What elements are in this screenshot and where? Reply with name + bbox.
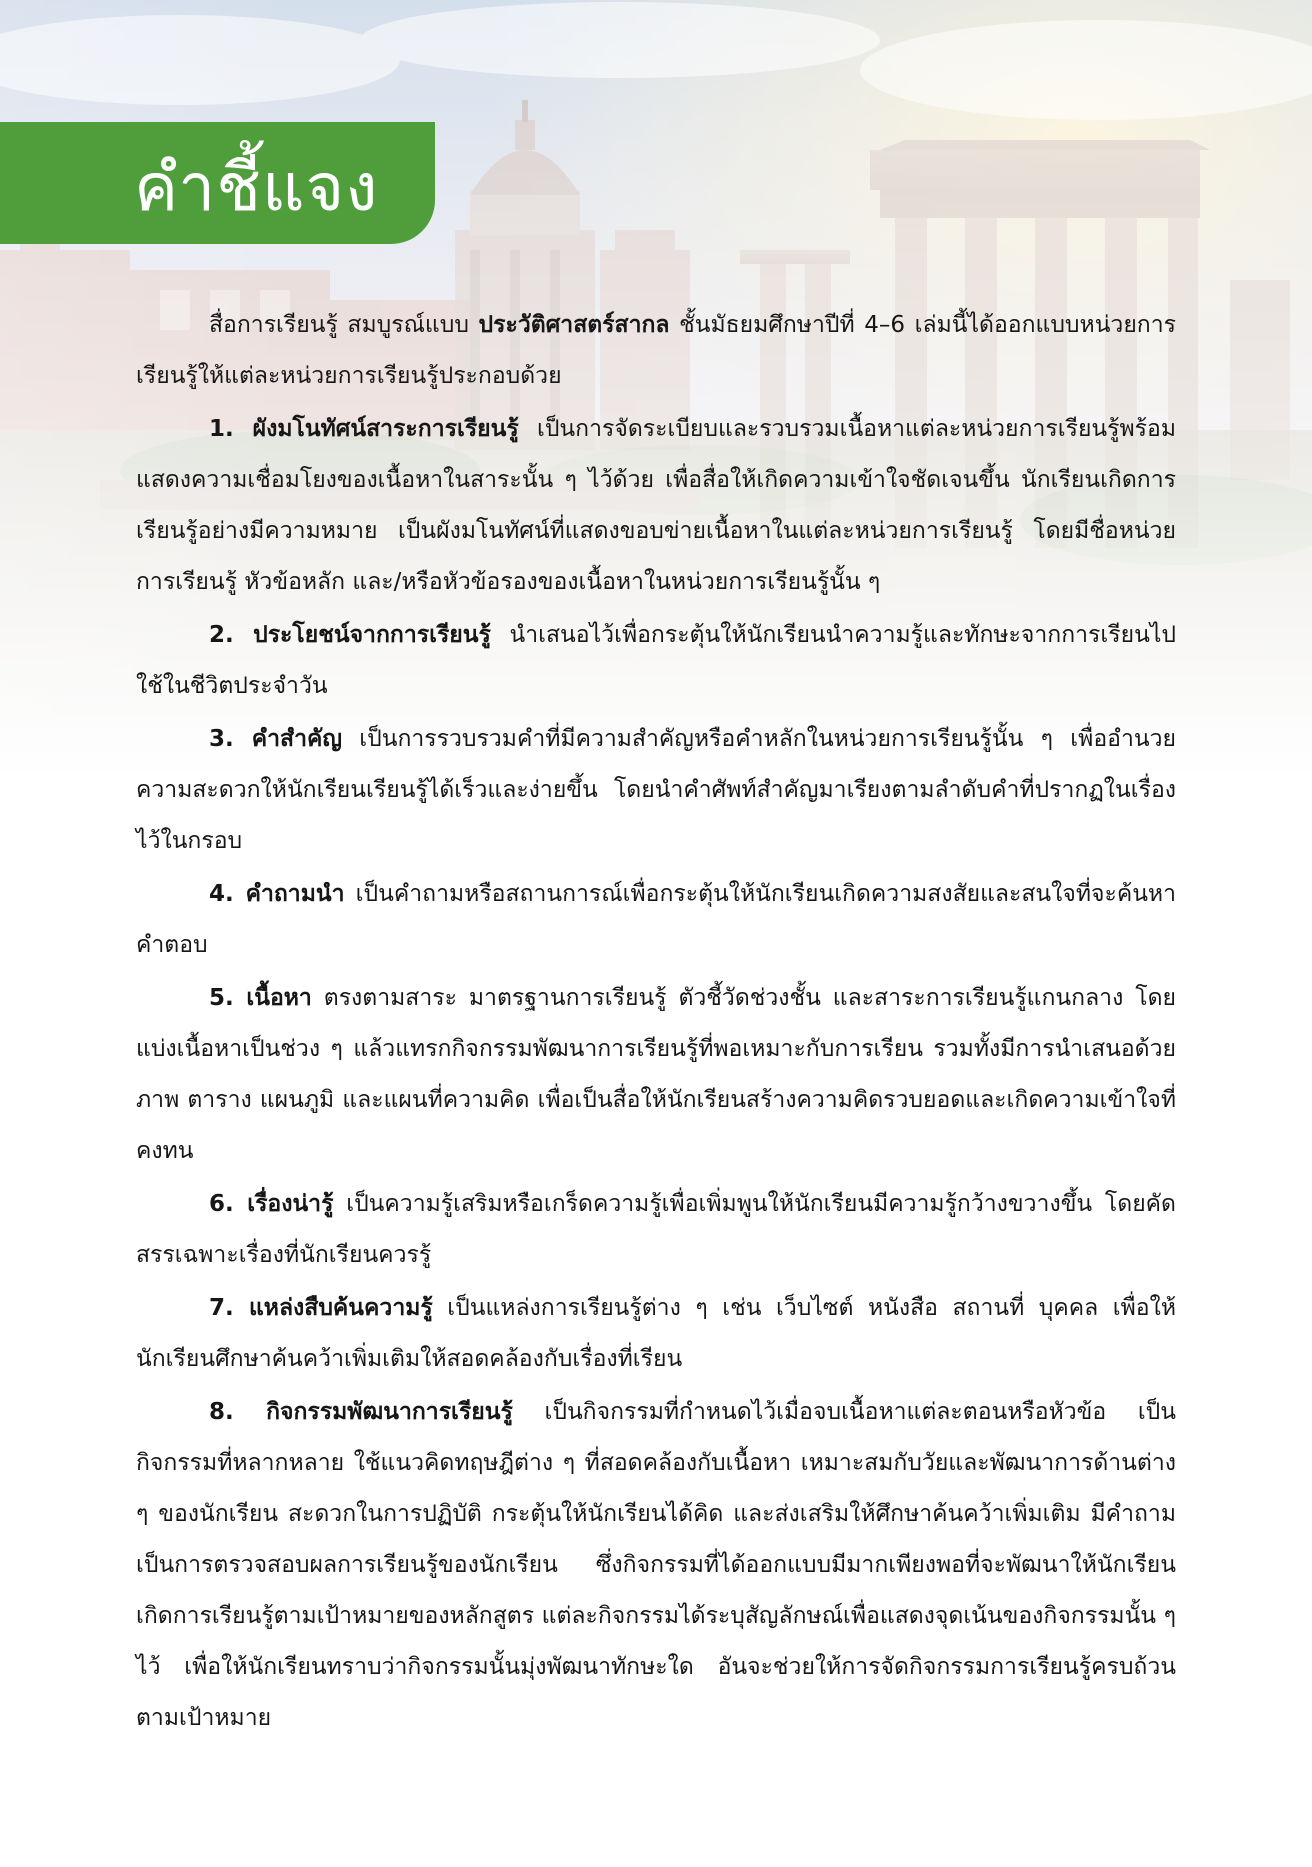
intro-subject-title: ประวัติศาสตร์สากล	[478, 312, 670, 338]
item-text: เป็นคำถามหรือสถานการณ์เพื่อกระตุ้นให้นักเรียนเกิดความสงสัยและสนใจที่จะค้นหาคำตอบ	[136, 881, 1176, 958]
item-paragraph	[136, 1387, 1176, 1744]
item-text: เป็นการจัดระเบียบและรวบรวมเนื้อหาแต่ละหน่วยการเรียนรู้พร้อมแสดงความเชื่อมโยงของเนื้อหาในสาระนั้น ๆ ไว้ด้วย เพื่อสื่อให้เกิดความเข้าใจชัดเจนขึ้น นักเรียนเกิดการเรียนรู้อย่างมีความหมาย เป็นผังมโนทัศน์ที่แสดงขอบข่ายเนื้อหาในแต่ละหน่วยการเรียนรู้ โดยมีชื่อหน่วยการเรียนรู้ หัวข้อหลัก และ/หรือหัวข้อรองของเนื้อหาในหน่วยการเรียนรู้นั้น ๆ	[136, 416, 1176, 595]
item-paragraph	[136, 1179, 1176, 1281]
item-paragraph	[136, 973, 1176, 1177]
item-paragraph	[136, 714, 1176, 867]
item-text: นำเสนอไว้เพื่อกระตุ้นให้นักเรียนนำความรู้และทักษะจากการเรียนไปใช้ในชีวิตประจำวัน	[136, 622, 1176, 699]
item-heading: 6. เรื่องน่ารู้	[209, 1191, 334, 1217]
item-text: เป็นความรู้เสริมหรือเกร็ดความรู้เพื่อเพิ่มพูนให้นักเรียนมีความรู้กว้างขวางขึ้น โดยคัดสรรเฉพาะเรื่องที่นักเรียนควรรู้	[136, 1191, 1176, 1268]
item-text: ตรงตามสาระ มาตรฐานการเรียนรู้ ตัวชี้วัดช่วงชั้น และสาระการเรียนรู้แกนกลาง โดยแบ่งเนื้อหาเป็นช่วง ๆ แล้วแทรกกิจกรรมพัฒนาการเรียนรู้ที่พอเหมาะกับการเรียน รวมทั้งมีการนำเสนอด้วยภาพ ตาราง แผนภูมิ และแผนที่ความคิด เพื่อเป็นสื่อให้นักเรียนสร้างความคิดรวบยอดและเกิดความเข้าใจที่คงทน	[136, 985, 1176, 1164]
document-body	[136, 300, 1176, 1746]
item-heading: 4. คำถามนำ	[209, 881, 345, 907]
item-text: เป็นกิจกรรมที่กำหนดไว้เมื่อจบเนื้อหาแต่ละตอนหรือหัวข้อ เป็นกิจกรรมที่หลากหลาย ใช้แนวคิดทฤษฎีต่าง ๆ ที่สอดคล้องกับเนื้อหา เหมาะสมกับวัยและพัฒนาการด้านต่าง ๆ ของนักเรียน สะดวกในการปฏิบัติ กระตุ้นให้นักเรียนได้คิด และส่งเสริมให้ศึกษาค้นคว้าเพิ่มเติม มีคำถามเป็นการตรวจสอบผลการเรียนรู้ของนักเรียน ซึ่งกิจกรรมที่ได้ออกแบบมีมากเพียงพอที่จะพัฒนาให้นักเรียนเกิดการเรียนรู้ตามเป้าหมายของหลักสูตร แต่ละกิจกรรมได้ระบุสัญลักษณ์เพื่อแสดงจุดเน้นของกิจกรรมนั้น ๆ ไว้ เพื่อให้นักเรียนทราบว่ากิจกรรมนั้นมุ่งพัฒนาทักษะใด อันจะช่วยให้การจัดกิจกรรมการเรียนรู้ครบถ้วนตามเป้าหมาย	[136, 1399, 1177, 1731]
item-heading: 8. กิจกรรมพัฒนาการเรียนรู้	[209, 1399, 513, 1425]
item-heading: 2. ประโยชน์จากการเรียนรู้	[209, 622, 491, 648]
item-heading: 1. ผังมโนทัศน์สาระการเรียนรู้	[209, 416, 519, 442]
item-paragraph	[136, 869, 1176, 971]
intro-text-before: สื่อการเรียนรู้ สมบูรณ์แบบ	[209, 312, 479, 338]
page-title: คำชี้แจง	[134, 149, 379, 226]
item-paragraph	[136, 610, 1176, 712]
item-text: เป็นแหล่งการเรียนรู้ต่าง ๆ เช่น เว็บไซต์ หนังสือ สถานที่ บุคคล เพื่อให้นักเรียนศึกษาค้นคว้าเพิ่มเติมให้สอดคล้องกับเรื่องที่เรียน	[136, 1295, 1176, 1372]
item-paragraph	[136, 404, 1176, 608]
intro-text-after: ชั้นมัธยมศึกษาปีที่ 4–6 เล่มนี้ได้ออกแบบหน่วยการเรียนรู้ให้แต่ละหน่วยการเรียนรู้ประกอบด้วย	[136, 312, 1176, 389]
item-paragraph	[136, 1283, 1176, 1385]
intro-paragraph	[136, 300, 1176, 402]
item-heading: 7. แหล่งสืบค้นความรู้	[209, 1295, 433, 1321]
item-text: เป็นการรวบรวมคำที่มีความสำคัญหรือคำหลักในหน่วยการเรียนรู้นั้น ๆ เพื่ออำนวยความสะดวกให้นักเรียนเรียนรู้ได้เร็วและง่ายขึ้น โดยนำคำศัพท์สำคัญมาเรียงตามลำดับคำที่ปรากฏในเรื่องไว้ในกรอบ	[136, 726, 1176, 854]
item-heading: 5. เนื้อหา	[209, 985, 312, 1011]
item-heading: 3. คำสำคัญ	[209, 726, 342, 752]
